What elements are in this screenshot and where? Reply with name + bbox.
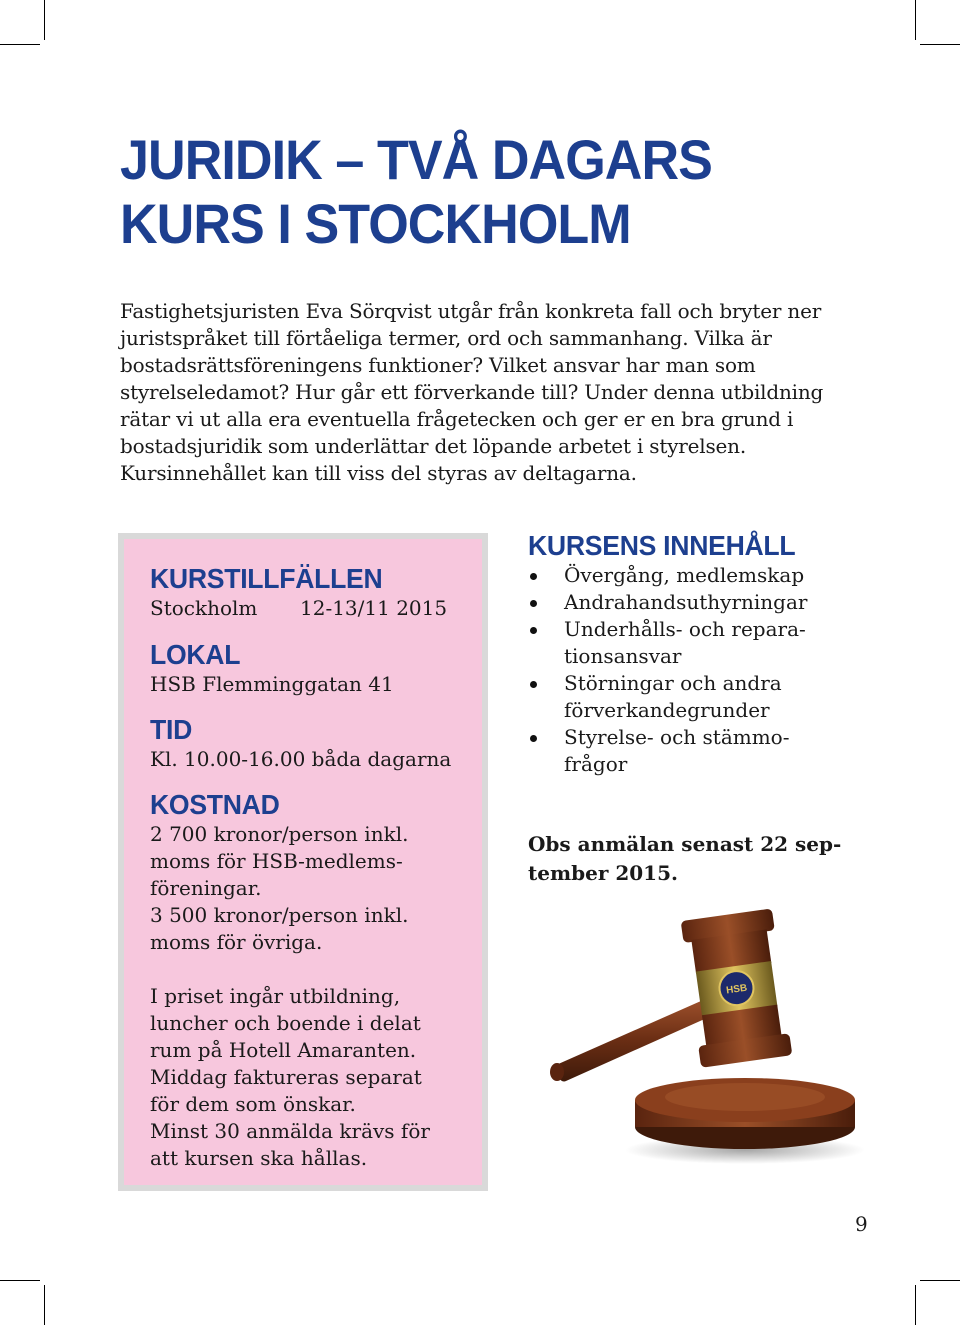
- price-info-line: Minst 30 anmälda krävs för: [150, 1119, 430, 1143]
- price-info-line: luncher och boende i delat: [150, 1011, 421, 1035]
- lokal-heading: LOKAL: [150, 639, 241, 670]
- title-line: KURS I STOCKHOLM: [120, 192, 631, 255]
- list-item: Underhålls- och repara- tionsansvar: [528, 616, 848, 670]
- session-city: Stockholm: [150, 596, 258, 620]
- gavel-head: [681, 908, 793, 1067]
- list-item: Störningar och andra förverkandegrunder: [528, 670, 848, 724]
- crop-mark: [915, 1285, 916, 1325]
- price-info-line: rum på Hotell Amaranten.: [150, 1038, 417, 1062]
- gavel-handle: [553, 997, 718, 1082]
- session-dates: 12-13/11 2015: [300, 596, 448, 620]
- kostnad-line: föreningar.: [150, 876, 262, 900]
- page-title: [120, 128, 712, 256]
- kurstillfallen-heading: KURSTILLFÄLLEN: [150, 563, 383, 594]
- kostnad-text: [150, 821, 408, 956]
- crop-mark: [44, 0, 45, 40]
- list-item: Styrelse- och stämmo- frågor: [528, 724, 848, 778]
- course-content-list: [528, 562, 848, 778]
- session-row: [150, 595, 447, 622]
- price-info-line: I priset ingår utbildning,: [150, 984, 401, 1008]
- kostnad-line: 3 500 kronor/person inkl.: [150, 903, 409, 927]
- course-info-box: [118, 533, 488, 1191]
- price-info-line: för dem som önskar.: [150, 1092, 356, 1116]
- hsb-badge-text: HSB: [725, 982, 748, 997]
- page-number: 9: [855, 1212, 868, 1236]
- kostnad-heading: KOSTNAD: [150, 789, 280, 820]
- price-info-line: att kursen ska hållas.: [150, 1146, 368, 1170]
- crop-mark: [44, 1285, 45, 1325]
- crop-mark: [920, 1280, 960, 1281]
- crop-mark: [915, 0, 916, 40]
- intro-paragraph: Fastighetsjuristen Eva Sörqvist utgår från konkreta fall och bryter ner juristspråket till förtåeliga termer, ord och sammanhang. Vilka är bostadsrättsföreningens funktioner? Vilket ansvar har man som styrelseledamot? Hur går ett förverkande till? Under denna utbildning rätar vi ut alla era eventuella frågetecken och ger er en bra grund i bostadsjuridik som underlättar det löpande arbetet i styrelsen. Kursinnehållet kan till viss del styras av deltagarna.: [120, 299, 824, 485]
- price-info: [150, 983, 430, 1172]
- kostnad-line: 2 700 kronor/person inkl.: [150, 822, 409, 846]
- list-item: Övergång, medlemskap: [528, 562, 848, 589]
- registration-deadline: Obs anmälan senast 22 sep- tember 2015.: [528, 832, 842, 885]
- crop-mark: [920, 44, 960, 45]
- kostnad-line: moms för övriga.: [150, 930, 323, 954]
- tid-text: Kl. 10.00-16.00 båda dagarna: [150, 747, 452, 771]
- course-content-heading: KURSENS INNEHÅLL: [528, 530, 796, 561]
- crop-mark: [0, 44, 40, 45]
- tid-heading: TID: [150, 714, 193, 745]
- course-content-section: [528, 530, 848, 778]
- lokal-text: HSB Flemminggatan 41: [150, 672, 394, 696]
- list-item: Andrahandsuthyrningar: [528, 589, 848, 616]
- crop-mark: [0, 1280, 40, 1281]
- handle-end: [550, 1063, 564, 1081]
- price-info-line: Middag faktureras separat: [150, 1065, 422, 1089]
- gavel-image: [540, 905, 880, 1165]
- kostnad-line: moms för HSB-medlems-: [150, 849, 403, 873]
- sound-block-top-highlight: [665, 1083, 825, 1111]
- title-line: JURIDIK – TVÅ DAGARS: [120, 128, 712, 191]
